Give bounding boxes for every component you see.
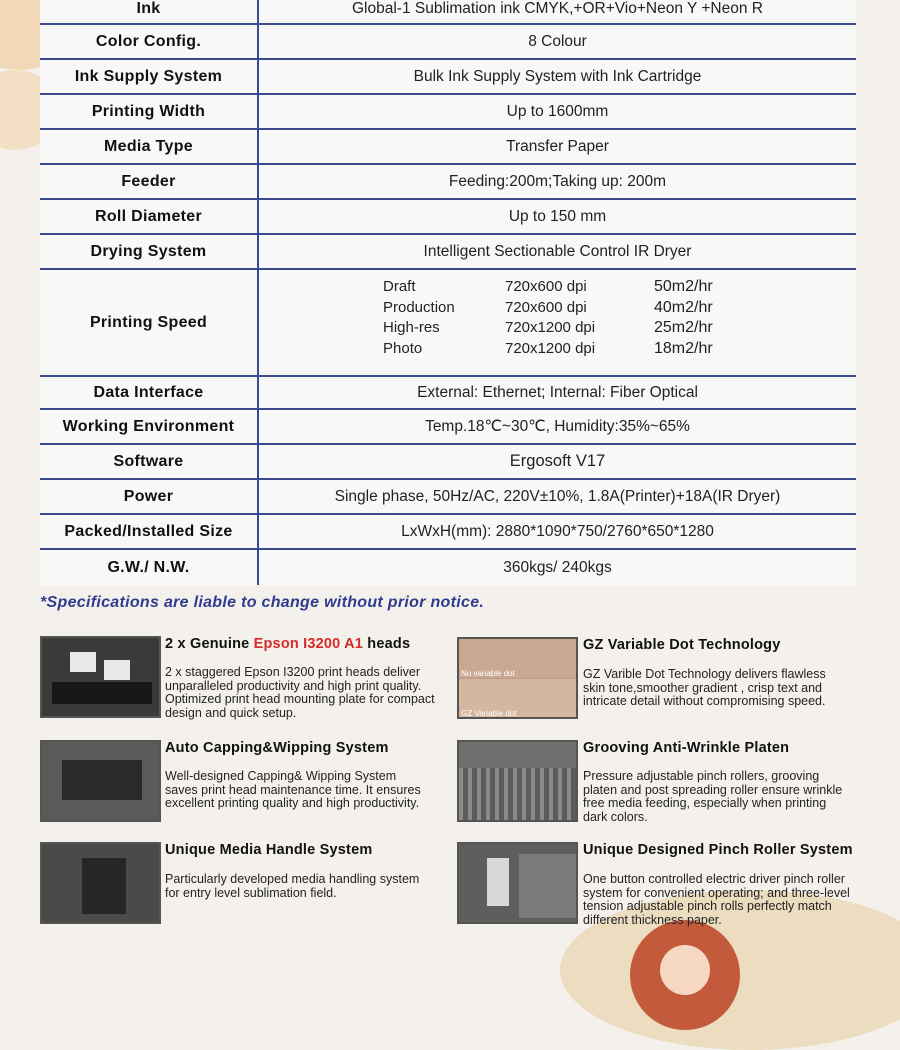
spec-label: Data Interface	[93, 383, 204, 401]
desc-line: saves print head maintenance time. It ensures	[165, 782, 421, 797]
speed-dpi: 720x1200 dpi	[505, 339, 596, 357]
desc-line: free media feeding, especially when printing	[583, 796, 827, 811]
desc-line: Optimized print head mounting plate for compact	[165, 692, 435, 707]
spec-label: G.W./ N.W.	[107, 558, 190, 576]
print-heads-image	[40, 636, 161, 718]
spec-label: Color Config.	[95, 32, 202, 50]
spec-row-power	[40, 480, 856, 515]
platen-surface	[459, 768, 576, 820]
media-handle-image	[40, 842, 161, 924]
capping-station-image	[40, 740, 161, 822]
spec-row-weight	[40, 550, 856, 585]
desc-line: different thickness paper.	[583, 912, 722, 927]
speed-row-high-res	[383, 319, 743, 340]
spec-value: Up to 150 mm	[508, 207, 607, 225]
spec-row-data-interface	[40, 377, 856, 410]
spec-label: Ink Supply System	[74, 67, 223, 85]
desc-line: 2 x staggered Epson I3200 print heads deliver	[165, 665, 421, 679]
spec-row-working-environment	[40, 410, 856, 445]
feature-desc-pinch	[583, 873, 850, 927]
spec-value: Feeding:200m;Taking up: 200m	[448, 172, 667, 190]
desc-line: GZ Varible Dot Technology delivers flawless	[583, 667, 826, 681]
desc-line: excellent printing quality and high productivity.	[165, 796, 420, 811]
spec-row-color-config	[40, 25, 856, 60]
speed-row-production	[383, 299, 743, 320]
capping-unit	[62, 760, 142, 800]
spec-value: Global-1 Sublimation ink CMYK,+OR+Vio+Neon Y +Neon R	[352, 0, 763, 17]
spec-label: Media Type	[104, 137, 193, 155]
spec-label: Feeder	[121, 172, 176, 190]
spec-value: 360kgs/ 240kgs	[503, 558, 612, 576]
desc-line: dark colors.	[583, 809, 648, 824]
spec-label: Working Environment	[62, 417, 235, 435]
feature-title-pinch: Unique Designed Pinch Roller System	[583, 842, 853, 858]
desc-line: skin tone,smoother gradient , crisp text and	[583, 680, 823, 695]
spec-row-roll-diameter	[40, 200, 856, 235]
spec-label: Printing Speed	[89, 313, 208, 331]
speed-dpi: 720x600 dpi	[505, 298, 587, 316]
pinch-roller-rail	[519, 854, 576, 918]
spec-table	[40, 0, 856, 585]
speed-mode: Draft	[383, 278, 416, 295]
disclaimer-note: *Specifications are liable to change without prior notice.	[40, 594, 485, 611]
mounting-plate	[52, 682, 152, 704]
feature-desc-capping	[165, 770, 421, 811]
variable-dot-image	[457, 637, 578, 719]
speed-rate: 25m2/hr	[654, 319, 713, 336]
spec-row-software	[40, 445, 856, 480]
character-face	[660, 945, 710, 995]
spec-value: 8 Colour	[528, 32, 587, 50]
speed-rate: 40m2/hr	[654, 298, 713, 316]
desc-line: tension adjustable pinch rolls perfectly match	[583, 899, 832, 914]
title-suffix: heads	[363, 636, 411, 652]
feature-desc-media	[165, 873, 419, 900]
spec-row-media-type	[40, 130, 856, 165]
print-head-block	[104, 660, 130, 680]
desc-line: design and quick setup.	[165, 705, 297, 720]
feature-title-media: Unique Media Handle System	[165, 842, 373, 858]
desc-line: Pressure adjustable pinch rollers, grooving	[583, 769, 820, 783]
feature-title-gz: GZ Variable Dot Technology	[583, 637, 781, 653]
pinch-roller-image	[457, 842, 578, 924]
spec-value: LxWxH(mm): 2880*1090*750/2760*650*1280	[401, 522, 714, 540]
spec-value: Ergosoft V17	[509, 452, 606, 470]
image-label-bottom: GZ Variable dot	[461, 709, 517, 718]
spec-row-packed-size	[40, 515, 856, 550]
desc-line: unparalleled productivity and high print quality.	[165, 678, 422, 693]
platen-image	[457, 740, 578, 822]
feature-desc-gz	[583, 668, 826, 709]
speed-mode: Production	[383, 298, 455, 316]
spec-value: Transfer Paper	[506, 137, 609, 155]
speed-mode: Photo	[383, 339, 423, 357]
spec-row-ink	[40, 0, 856, 25]
desc-line: Particularly developed media handling system	[165, 872, 420, 886]
spec-label: Printing Width	[91, 102, 206, 120]
desc-line: system for convenient operating; and three-level	[583, 885, 850, 900]
speed-rate: 18m2/hr	[654, 339, 713, 357]
feature-title-platen: Grooving Anti-Wrinkle Platen	[583, 740, 790, 756]
spec-row-printing-speed	[40, 270, 856, 377]
speed-row-draft	[383, 278, 743, 299]
spec-value: Up to 1600mm	[506, 102, 609, 120]
print-head-block	[70, 652, 96, 672]
speed-row-photo	[383, 340, 743, 361]
spec-row-drying-system	[40, 235, 856, 270]
speed-rate: 50m2/hr	[654, 278, 713, 295]
spec-value: Bulk Ink Supply System with Ink Cartridge	[413, 67, 702, 85]
speed-dpi: 720x600 dpi	[505, 278, 587, 295]
feature-title-capping: Auto Capping&Wipping System	[165, 740, 389, 756]
spec-label: Ink	[136, 0, 161, 17]
printing-speed-grid	[383, 278, 743, 360]
desc-line: One button controlled electric driver pinch roller	[583, 872, 845, 886]
spec-row-feeder	[40, 165, 856, 200]
spec-row-printing-width	[40, 95, 856, 130]
title-prefix: 2 x Genuine	[165, 636, 254, 652]
feature-desc-heads	[165, 666, 435, 720]
desc-line: platen and post spreading roller ensure wrinkle	[583, 782, 843, 797]
speed-mode: High-res	[383, 319, 440, 336]
desc-line: intricate detail without compromising speed.	[583, 694, 826, 709]
spec-value: Temp.18℃~30℃, Humidity:35%~65%	[425, 418, 690, 435]
spec-label: Roll Diameter	[94, 207, 203, 225]
pinch-roller-part	[487, 858, 509, 906]
feature-title-heads	[165, 636, 410, 652]
spec-value: External: Ethernet; Internal: Fiber Optical	[417, 383, 698, 401]
desc-line: for entry level sublimation field.	[165, 885, 337, 900]
spec-value: Intelligent Sectionable Control IR Dryer	[423, 242, 692, 260]
spec-label: Drying System	[90, 242, 207, 260]
spec-label: Software	[113, 452, 184, 470]
feature-desc-platen	[583, 770, 842, 824]
spec-value: Single phase, 50Hz/AC, 220V±10%, 1.8A(Printer)+18A(IR Dryer)	[334, 487, 781, 505]
title-highlight: Epson I3200 A1	[253, 636, 364, 652]
spec-label: Packed/Installed Size	[64, 522, 233, 540]
speed-dpi: 720x1200 dpi	[505, 319, 596, 336]
spec-label: Power	[123, 487, 174, 505]
image-label-top: No variable dot	[461, 669, 515, 678]
media-roller-frame	[82, 858, 126, 914]
spec-row-ink-supply	[40, 60, 856, 95]
desc-line: Well-designed Capping& Wipping System	[165, 769, 397, 783]
